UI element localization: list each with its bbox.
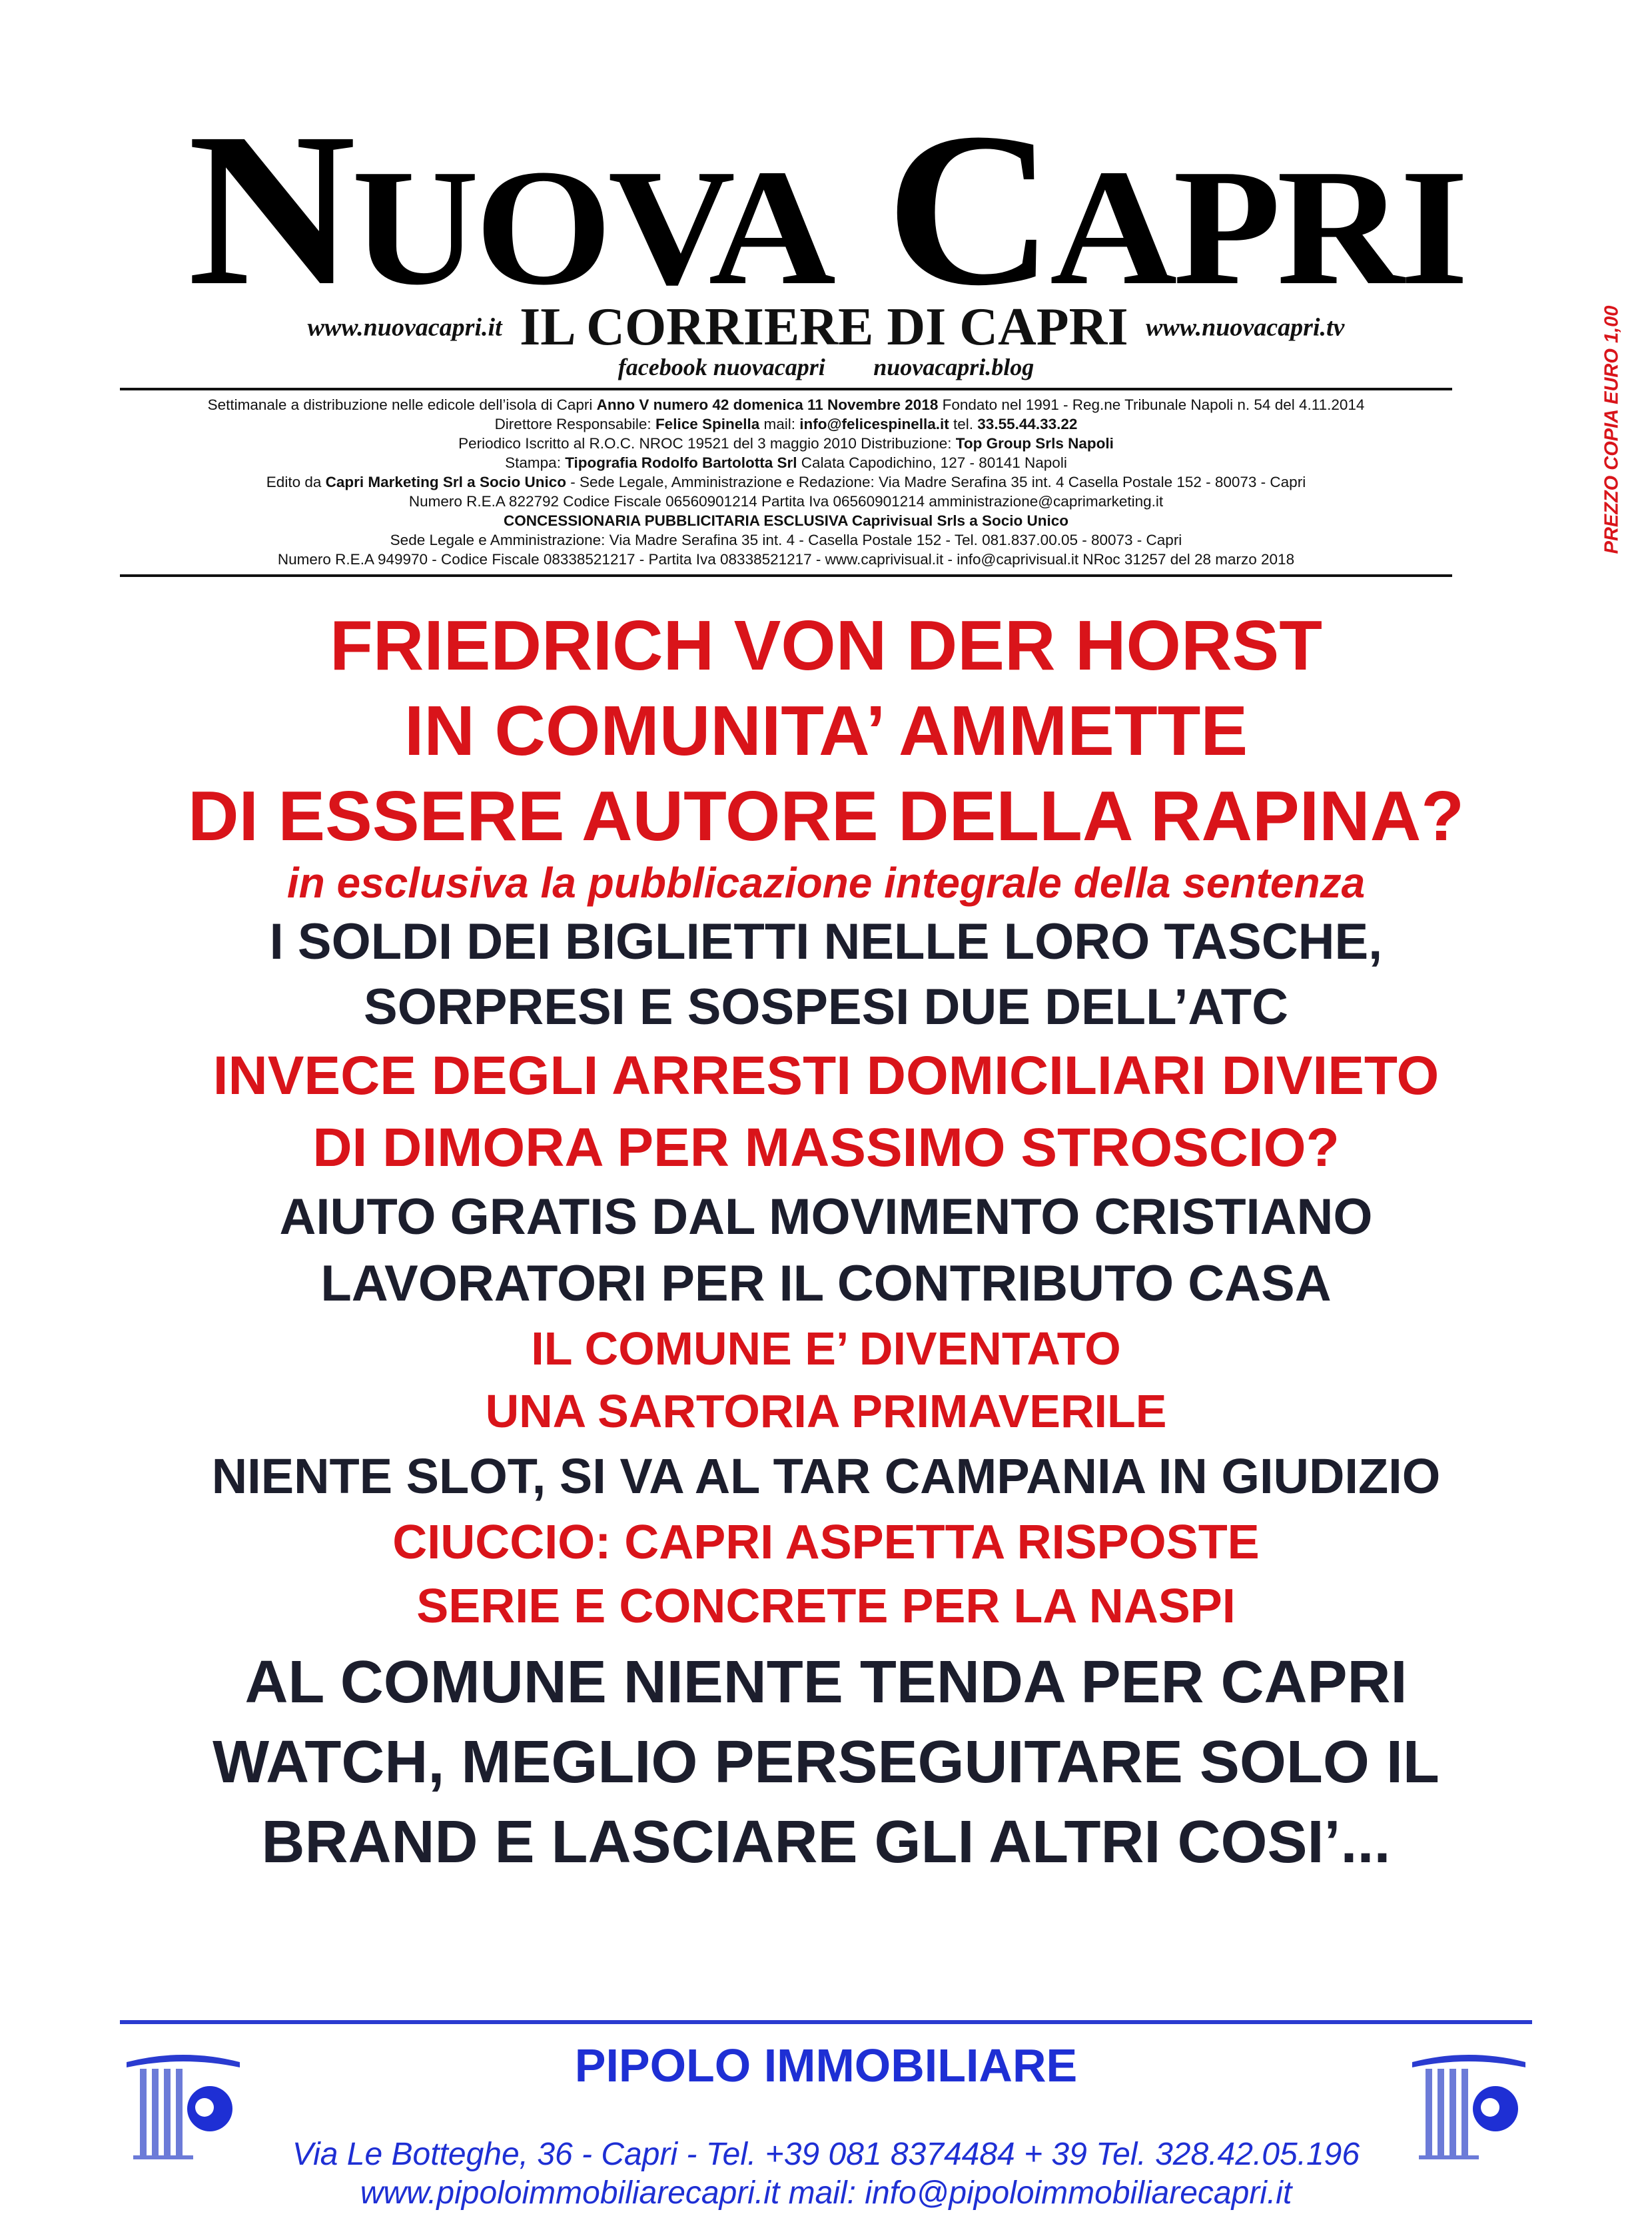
headline: AL COMUNE NIENTE TENDA PER CAPRI [244, 1649, 1408, 1716]
social-row [0, 353, 1652, 381]
site-link-tv[interactable]: www.nuovacapri.tv [1146, 313, 1345, 342]
title-letters: APRI [1049, 135, 1465, 320]
ad-title: PIPOLO IMMOBILIARE [574, 2039, 1078, 2091]
price-label: PREZZO COPIA EURO 1,00 [1601, 305, 1623, 554]
ad-divider [120, 2020, 1532, 2024]
subtitle-row [0, 297, 1652, 358]
ad-contact [0, 2135, 1652, 2213]
info-line-2: Direttore Responsabile: Felice Spinella mail: info@felicespinella.it tel. 33.55.44.33.22 [494, 416, 1078, 432]
publication-info [120, 395, 1452, 569]
info-line-9: Numero R.E.A 949970 - Codice Fiscale 08338521217 - Partita Iva 08338521217 - www.caprivisual.it - info@caprivisual.it NRoc 31257 del 28 marzo 2018 [277, 551, 1295, 568]
headline: DI DIMORA PER MASSIMO STROSCIO? [312, 1117, 1340, 1178]
info-line-4: Stampa: Tipografia Rodolfo Bartolotta Srl Calata Capodichino, 127 - 80141 Napoli [505, 454, 1067, 471]
bottom-rule [120, 574, 1452, 577]
info-line-6: Numero R.E.A 822792 Codice Fiscale 06560901214 Partita Iva 06560901214 amministrazione@caprimarketing.it [408, 493, 1164, 510]
title-letters: UOVA [351, 135, 832, 320]
headline: UNA SARTORIA PRIMAVERILE [485, 1385, 1167, 1437]
info-line-3: Periodico Iscritto al R.O.C. NROC 19521 del 3 maggio 2010 Distribuzione: Top Group Srls Napoli [458, 435, 1114, 452]
blog-link[interactable]: nuovacapri.blog [873, 354, 1034, 380]
headline: INVECE DEGLI ARRESTI DOMICILIARI DIVIETO [212, 1045, 1440, 1106]
ad-web[interactable]: www.pipoloimmobiliarecapri.it mail: info@pipoloimmobiliarecapri.it [360, 2175, 1292, 2211]
headline: CIUCCIO: CAPRI ASPETTA RISPOSTE [392, 1516, 1260, 1569]
top-rule [120, 388, 1452, 390]
headline: NIENTE SLOT, SI VA AL TAR CAMPANIA IN GIUDIZIO [211, 1448, 1441, 1504]
headline: FRIEDRICH VON DER HORST [330, 606, 1322, 685]
info-line-5: Edito da Capri Marketing Srl a Socio Unico - Sede Legale, Amministrazione e Redazione: Via Madre Serafina 35 int. 4 Casella Postale 152 - 80073 - Capri [266, 474, 1306, 490]
newspaper-subtitle: IL CORRIERE DI CAPRI [520, 298, 1128, 356]
ad-address: Via Le Botteghe, 36 - Capri - Tel. +39 081 8374484 + 39 Tel. 328.42.05.196 [292, 2137, 1360, 2172]
headline: I SOLDI DEI BIGLIETTI NELLE LORO TASCHE, [269, 913, 1383, 970]
title-letter: N [187, 88, 352, 331]
info-line-1: Settimanale a distribuzione nelle edicole dell’isola di Capri Anno V numero 42 domenica 11 Novembre 2018 Fondato nel 1991 - Reg.ne Tribunale Napoli n. 54 del 4.11.2014 [207, 396, 1365, 413]
facebook-link[interactable]: facebook nuovacapri [618, 354, 825, 380]
headline: BRAND E LASCIARE GLI ALTRI COSI’... [261, 1809, 1391, 1876]
headline: IL COMUNE E’ DIVENTATO [531, 1323, 1121, 1375]
info-line-7: CONCESSIONARIA PUBBLICITARIA ESCLUSIVA Caprivisual Srls a Socio Unico [503, 512, 1069, 529]
headline: DI ESSERE AUTORE DELLA RAPINA? [187, 777, 1465, 855]
info-line-8: Sede Legale e Amministrazione: Via Madre Serafina 35 int. 4 - Casella Postale 152 - Tel. 081.837.00.05 - 80073 - Capri [390, 532, 1182, 548]
headline: WATCH, MEGLIO PERSEGUITARE SOLO IL [212, 1729, 1440, 1796]
headline: SORPRESI E SOSPESI DUE DELL’ATC [364, 979, 1288, 1035]
headlines [0, 603, 1652, 1882]
headline-subtitle: in esclusiva la pubblicazione integrale della sentenza [286, 859, 1366, 907]
headline: LAVORATORI PER IL CONTRIBUTO CASA [320, 1255, 1332, 1312]
headline: AIUTO GRATIS DAL MOVIMENTO CRISTIANO [279, 1189, 1373, 1245]
headline: SERIE E CONCRETE PER LA NASPI [416, 1580, 1236, 1633]
site-link-it[interactable]: www.nuovacapri.it [307, 313, 502, 342]
headline: IN COMUNITA’ AMMETTE [404, 692, 1248, 770]
title-letter: C [885, 88, 1050, 331]
